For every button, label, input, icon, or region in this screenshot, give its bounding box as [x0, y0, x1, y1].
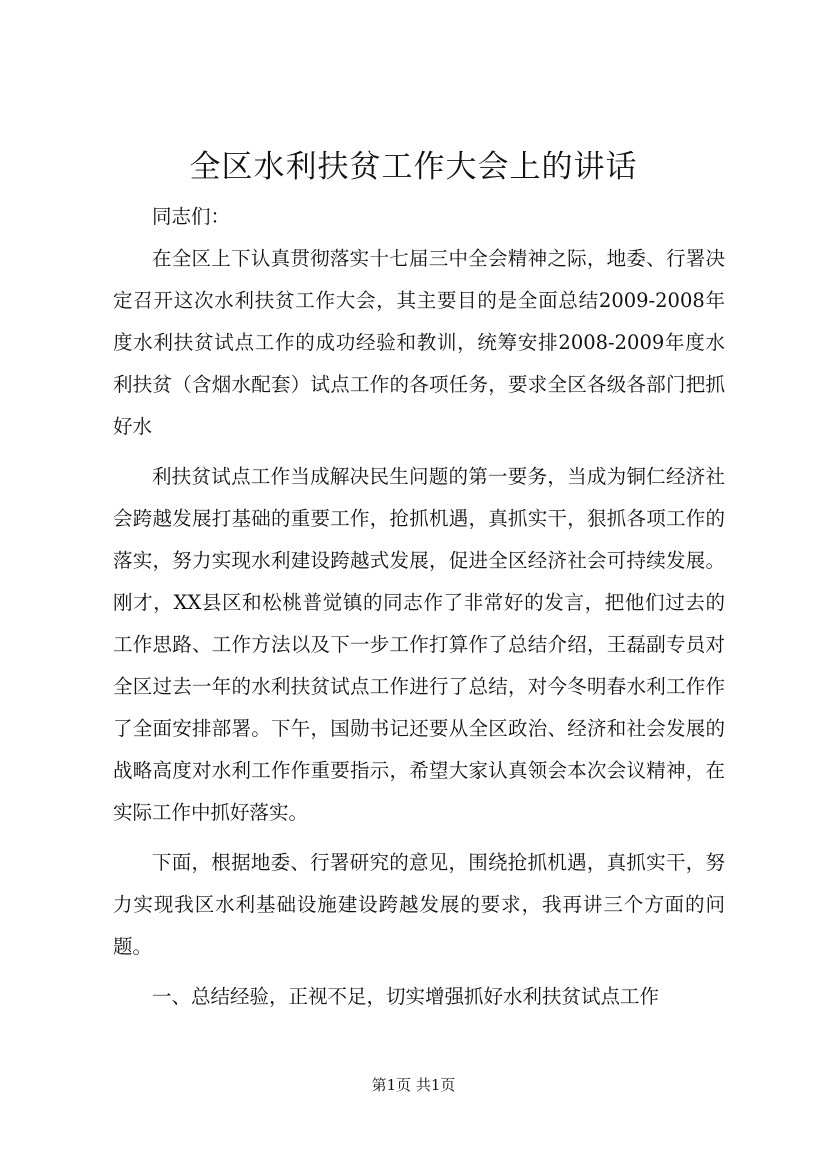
paragraph-1: 在全区上下认真贯彻落实十七届三中全会精神之际，地委、行署决定召开这次水利扶贫工作大会，其主要目的是全面总结2009-2008年度水利扶贫试点工作的成功经验和教训，统筹安排2008-2009年度水利扶贫（含烟水配套）试点工作的各项任务，要求全区各级各部门把抓好水: [113, 247, 725, 438]
salutation: 同志们：: [152, 205, 231, 228]
document-title: 全区水利扶贫工作大会上的讲话: [189, 149, 638, 185]
paragraph-3: 下面，根据地委、行署研究的意见，围绕抢抓机遇，真抓实干，努力实现我区水利基础设施建设跨越发展的要求，我再讲三个方面的问题。: [113, 851, 725, 958]
page-footer: 第1页 共1页: [371, 1076, 456, 1094]
document-body: [113, 196, 725, 1018]
paragraph-2: 利扶贫试点工作当成解决民生问题的第一要务，当成为铜仁经济社会跨越发展打基础的重要工作，抢抓机遇，真抓实干，狠抓各项工作的落实，努力实现水利建设跨越式发展，促进全区经济社会可持续发展。刚才，XX县区和松桃普觉镇的同志作了非常好的发言，把他们过去的工作思路、工作方法以及下一步工作打算作了总结介绍，王磊副专员对全区过去一年的水利扶贫试点工作进行了总结，对今冬明春水利工作作了全面安排部署。下午，国勋书记还要从全区政治、经济和社会发展的战略高度对水利工作作重要指示，希望大家认真领会本次会议精神，在实际工作中抓好落实。: [113, 465, 725, 824]
paragraph-4: 一、总结经验，正视不足，切实增强抓好水利扶贫试点工作: [152, 985, 660, 1008]
